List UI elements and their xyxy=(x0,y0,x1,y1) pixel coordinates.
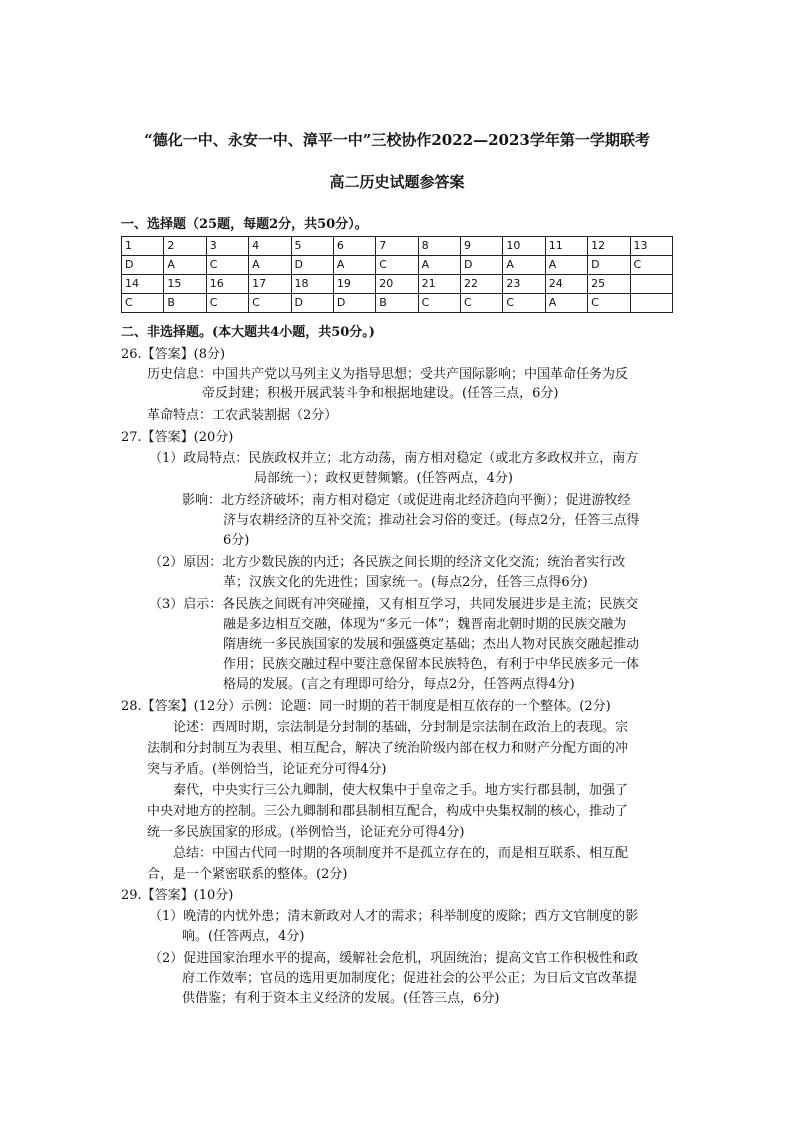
table-cell: C xyxy=(588,294,630,313)
table-cell: 11 xyxy=(545,237,587,256)
table-cell: C xyxy=(461,294,503,313)
table-cell: 4 xyxy=(249,237,291,256)
table-cell: A xyxy=(164,256,206,275)
table-cell: B xyxy=(376,294,418,313)
table-cell: 20 xyxy=(376,275,418,294)
table-cell: 9 xyxy=(461,237,503,256)
table-cell xyxy=(630,294,673,313)
q26-line: 帝反封建；积极开展武装斗争和根据地建设。(任答三点，6分) xyxy=(202,386,559,401)
table-cell: C xyxy=(249,294,291,313)
q26-line: 历史信息：中国共产党以马列主义为指导思想；受共产国际影响；中国革命任务为反 xyxy=(147,367,629,382)
table-cell: 3 xyxy=(206,237,248,256)
table-cell: A xyxy=(249,256,291,275)
table-cell: D xyxy=(291,256,333,275)
q29-line: （1）晚清的内忧外患；清末新政对人才的需求；科举制度的废除；西方文官制度的影 xyxy=(149,909,639,924)
q27-line: （3）启示：各民族之间既有冲突碰撞，又有相互学习，共同发展进步是主流；民族交 xyxy=(149,597,639,612)
table-cell: C xyxy=(376,256,418,275)
q28-line: 中央对地方的控制。三公九卿制和郡县制相互配合，构成中央集权制的核心，推动了 xyxy=(147,804,629,819)
q28-line: 秦代，中央实行三公九卿制，使大权集中于皇帝之手。地方实行郡县制，加强了 xyxy=(173,783,629,798)
q27-line: 格局的发展。(言之有理即可给分，每点2分，任答两点得4分) xyxy=(223,677,575,692)
section2-heading: 二、非选择题。(本大题共4小题，共50分。) xyxy=(121,325,375,340)
table-cell: C xyxy=(122,294,164,313)
q28-line: 合，是一个紧密联系的整体。(2分) xyxy=(147,867,348,882)
table-cell: D xyxy=(461,256,503,275)
table-cell: D xyxy=(333,294,375,313)
table-cell: 18 xyxy=(291,275,333,294)
table-cell: 19 xyxy=(333,275,375,294)
table-cell: D xyxy=(291,294,333,313)
table-cell: C xyxy=(206,294,248,313)
table-cell: D xyxy=(588,256,630,275)
table-cell: 7 xyxy=(376,237,418,256)
document-subtitle: 高二历史试题参答案 xyxy=(329,173,465,191)
q27-line: 隋唐统一多民族国家的发展和强盛奠定基础；杰出人物对民族交融起推动 xyxy=(223,637,640,652)
q28-line: 总结：中国古代同一时期的各项制度并不是孤立存在的，而是相互联系、相互配 xyxy=(173,846,629,861)
table-row xyxy=(122,294,673,313)
table-cell: 12 xyxy=(588,237,630,256)
table-cell: C xyxy=(630,256,673,275)
table-cell: 15 xyxy=(164,275,206,294)
table-cell: 24 xyxy=(545,275,587,294)
table-cell: 14 xyxy=(122,275,164,294)
q26-line: 革命特点：工农武装割据（2分） xyxy=(147,408,338,423)
table-row xyxy=(122,256,673,275)
q29-line: 响。(任答两点，4分) xyxy=(182,929,305,944)
q27-line: 革；汉族文化的先进性；国家统一。(每点2分，任答三点得6分) xyxy=(223,575,588,590)
table-cell: 5 xyxy=(291,237,333,256)
q28-heading: 28.【答案】(12分）示例：论题：同一时期的若干制度是相互依存的一个整体。(2分) xyxy=(121,699,611,714)
q29-line: 府工作效率；官员的选用更加制度化；促进社会的公平公正；为日后文官改革提 xyxy=(182,971,638,986)
table-row xyxy=(122,275,673,294)
table-cell: 23 xyxy=(503,275,545,294)
table-cell: 8 xyxy=(418,237,460,256)
q26-heading: 26.【答案】(8分) xyxy=(121,347,226,362)
q27-line: 济与农耕经济的互补交流；推动社会习俗的变迁。(每点2分，任答三点得 xyxy=(223,513,640,528)
table-cell: 16 xyxy=(206,275,248,294)
q27-line: （1）政局特点：民族政权并立；北方动荡，南方相对稳定（或北方多政权并立，南方 xyxy=(149,451,639,466)
table-cell: A xyxy=(545,256,587,275)
table-cell: 25 xyxy=(588,275,630,294)
q29-line: （2）促进国家治理水平的提高，缓解社会危机，巩固统治；提高文官工作积极性和政 xyxy=(149,951,639,966)
table-row xyxy=(122,237,673,256)
q27-line: 融是多边相互交融，体现为“多元一体”；魏晋南北朝时期的民族交融为 xyxy=(223,617,627,632)
table-cell: A xyxy=(333,256,375,275)
q29-line: 供借鉴；有利于资本主义经济的发展。(任答三点，6分) xyxy=(182,991,500,1006)
answer-table xyxy=(121,236,673,313)
q28-line: 论述：西周时期，宗法制是分封制的基础，分封制是宗法制在政治上的表现。宗 xyxy=(173,720,629,735)
table-cell: A xyxy=(503,256,545,275)
q27-heading: 27.【答案】(20分) xyxy=(121,430,234,445)
table-cell: C xyxy=(206,256,248,275)
table-cell: 13 xyxy=(630,237,673,256)
q27-line: 作用；民族交融过程中要注意保留本民族特色，有利于中华民族多元一体 xyxy=(223,657,640,672)
q27-line: 影响：北方经济破坏；南方相对稳定（或促进南北经济趋向平衡）；促进游牧经 xyxy=(182,493,631,508)
q29-heading: 29.【答案】(10分) xyxy=(121,888,234,903)
table-cell: 6 xyxy=(333,237,375,256)
table-cell: A xyxy=(545,294,587,313)
table-cell: C xyxy=(503,294,545,313)
q28-line: 突与矛盾。(举例恰当，论证充分可得4分) xyxy=(147,762,387,777)
q27-line: 6分) xyxy=(223,533,250,548)
q27-line: 局部统一）；政权更替频繁。(任答两点，4分) xyxy=(254,471,513,486)
table-cell: A xyxy=(418,256,460,275)
document-title: “德化一中、永安一中、漳平一中”三校协作2022—2023学年第一学期联考 xyxy=(144,131,650,149)
table-cell xyxy=(630,275,673,294)
table-cell: D xyxy=(122,256,164,275)
q27-line: （2）原因：北方少数民族的内迁；各民族之间长期的经济文化交流；统治者实行改 xyxy=(149,555,626,570)
table-cell: 1 xyxy=(122,237,164,256)
table-cell: 17 xyxy=(249,275,291,294)
q28-line: 法制和分封制互为表里、相互配合，解决了统治阶级内部在权力和财产分配方面的冲 xyxy=(147,741,629,756)
table-cell: B xyxy=(164,294,206,313)
q28-line: 统一多民族国家的形成。(举例恰当，论证充分可得4分) xyxy=(147,825,465,840)
table-cell: 21 xyxy=(418,275,460,294)
table-cell: 2 xyxy=(164,237,206,256)
section1-heading: 一、选择题（25题，每题2分，共50分）。 xyxy=(121,217,368,232)
table-cell: 10 xyxy=(503,237,545,256)
table-cell: 22 xyxy=(461,275,503,294)
table-cell: C xyxy=(418,294,460,313)
